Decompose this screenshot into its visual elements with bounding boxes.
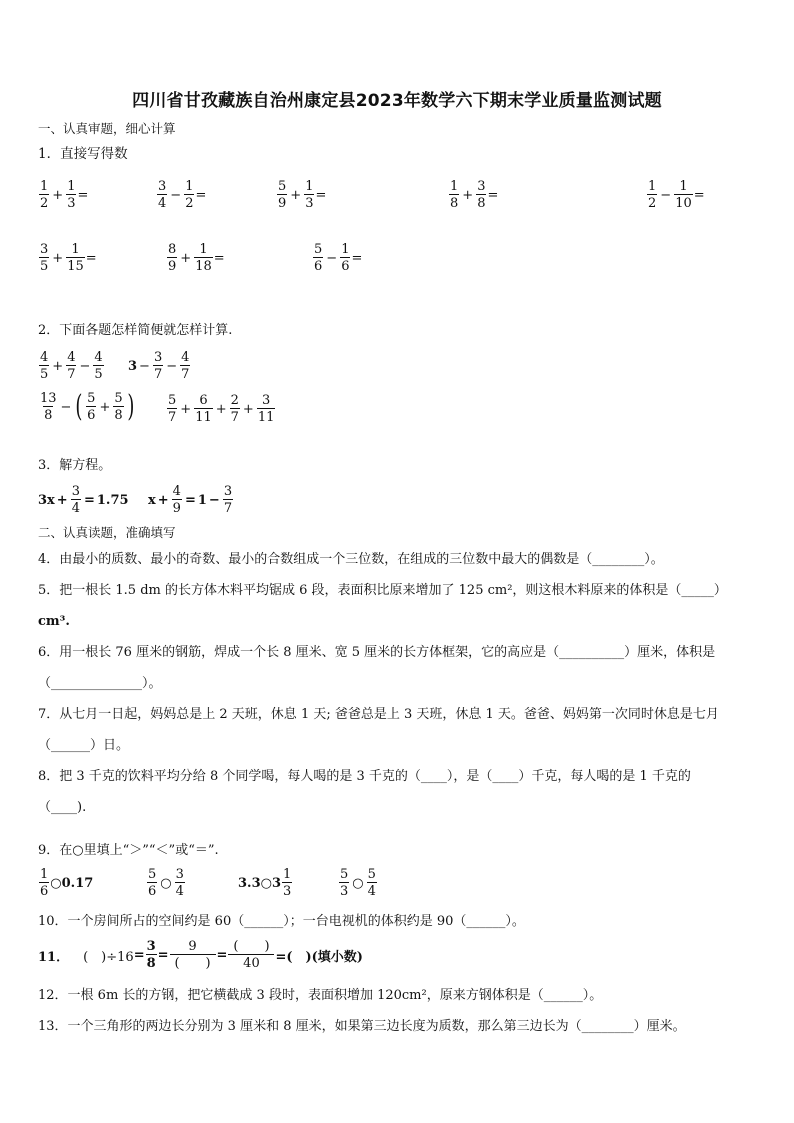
- question-9: 9．在○里填上“＞”“＜”或“＝”.: [38, 843, 219, 858]
- q9-compare-2: $\frac{5}{6}$ ○ $\frac{3}{4}$: [148, 867, 184, 899]
- question-7-line-1: 7．从七月一日起，妈妈总是上 2 天班，休息 1 天; 爸爸总是上 3 天班，休息 1 天。爸爸、妈妈第一次同时休息是七月: [38, 707, 719, 722]
- q1-expr-5: $\frac{1}{2}$ − $\frac{1}{10}$ =: [648, 179, 705, 211]
- question-13: 13．一个三角形的两边长分别为 3 厘米和 8 厘米，如果第三边长度为质数，那么第三边长为（________）厘米。: [38, 1019, 686, 1034]
- question-3: 3．解方程。: [38, 458, 112, 473]
- q1-expr-2: $\frac{3}{4}$ − $\frac{1}{2}$ =: [158, 179, 207, 211]
- q2-expr-2: 3 − $\frac{3}{7}$ − $\frac{4}{7}$: [128, 350, 190, 382]
- section-2-heading: 二、认真读题，准确填写: [38, 525, 176, 540]
- q1-expr-4: $\frac{1}{8}$ + $\frac{3}{8}$ =: [450, 179, 499, 211]
- q3-equation-2: x + $\frac{4}{9}$ = 1 − $\frac{3}{7}$: [148, 484, 233, 516]
- q2-expr-1: $\frac{4}{5}$ + $\frac{4}{7}$ − $\frac{4}{5}$: [40, 350, 103, 382]
- q1-expr-8: $\frac{5}{6}$ − $\frac{1}{6}$ =: [314, 242, 363, 274]
- q9-compare-1: $\frac{1}{6}$ ○ 0.17: [40, 867, 94, 899]
- q1-expr-7: $\frac{8}{9}$ + $\frac{1}{18}$ =: [168, 242, 225, 274]
- question-5-line-2: cm³.: [38, 614, 70, 629]
- q9-compare-4: $\frac{5}{3}$ ○ $\frac{5}{4}$: [340, 867, 376, 899]
- question-4: 4．由最小的质数、最小的奇数、最小的合数组成一个三位数，在组成的三位数中最大的偶数是（________）。: [38, 552, 664, 567]
- question-5-line-1: 5．把一根长 1.5 dm 的长方体木料平均锯成 6 段，表面积比原来增加了 125 cm²，则这根木料原来的体积是（_____）: [38, 583, 727, 598]
- question-11: 11． ( )÷16 = $\frac{3}{8}$ = $\frac{9}{( )}$ = $\frac{( )}{40}$ =( )(填小数): [38, 939, 363, 971]
- page-title: 四川省甘孜藏族自治州康定县2023年数学六下期末学业质量监测试题: [132, 91, 662, 111]
- question-8-line-1: 8．把 3 千克的饮料平均分给 8 个同学喝，每人喝的是 3 千克的（____），是（____）千克，每人喝的是 1 千克的: [38, 769, 691, 784]
- question-10: 10．一个房间所占的空间约是 60（______）；一台电视机的体积约是 90（______）。: [38, 914, 525, 929]
- q2-expr-4: $\frac{5}{7}$ + $\frac{6}{11}$ + $\frac{2}{7}$ + $\frac{3}{11}$: [168, 393, 275, 425]
- q2-expr-3: $\frac{13}{8}$ − ( $\frac{5}{6}$ + $\frac{5}{8}$ ): [40, 389, 135, 424]
- q1-expr-3: $\frac{5}{9}$ + $\frac{1}{3}$ =: [278, 179, 327, 211]
- q1-expr-1: $\frac{1}{2}$ + $\frac{1}{3}$ =: [40, 179, 89, 211]
- question-7-line-2: （______）日。: [38, 738, 130, 753]
- question-12: 12．一根 6m 长的方钢，把它横截成 3 段时，表面积增加 120cm²，原来方钢体积是（______）。: [38, 988, 603, 1003]
- question-6-line-1: 6．用一根长 76 厘米的钢筋，焊成一个长 8 厘米、宽 5 厘米的长方体框架，它的高应是（__________）厘米，体积是: [38, 645, 716, 660]
- question-8-line-2: （____).: [38, 800, 87, 815]
- section-1-heading: 一、认真审题，细心计算: [38, 121, 176, 136]
- q3-equation-1: 3x + $\frac{3}{4}$ = 1.75: [38, 484, 129, 516]
- q1-expr-6: $\frac{3}{5}$ + $\frac{1}{15}$ =: [40, 242, 97, 274]
- q9-compare-3: 3.3 ○ 3 $\frac{1}{3}$: [238, 867, 292, 899]
- question-2: 2．下面各题怎样简便就怎样计算.: [38, 323, 233, 338]
- question-1: 1．直接写得数: [38, 146, 128, 162]
- question-6-line-2: （______________）。: [38, 676, 162, 691]
